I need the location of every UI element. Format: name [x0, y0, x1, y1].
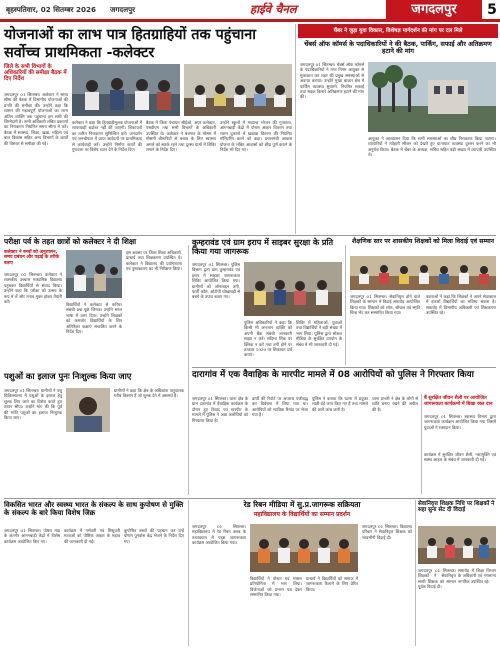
masthead-strip — [0, 0, 500, 22]
right-lower-column-1: जगदलपुर 01 सितम्बर। स्वास्थ्य विभाग द्वारा जागरूकता कार्यक्रम आयोजित किया गया जिसमें युवाओं ने रक्तदान किया। — [424, 414, 496, 430]
right-top-photo-building — [368, 62, 496, 132]
bottom-right-column-1: जगदलपुर 01 सितम्बर। शिक्षकों ने सेवानिवृत्त साथी शिक्षक को सम्मान पूर्वक विदाई दी। — [418, 568, 456, 590]
bottom-center-column-4: जगदलपुर 01 सितम्बर। विद्यालय परिवार ने सेवानिवृत्त शिक्षक को भावभीनी विदाई दी। — [362, 524, 412, 540]
mid-center-column-1: जगदलपुर 01 सितम्बर। पुलिस विभाग द्वारा ग्राम कुम्हरावंड एवं इराप में साइबर जागरूकता शिविर आयोजित किया गया। ग्रामीणों को ऑनलाइन ठगी, फर्जी कॉल, ओटीपी धोखाधड़ी से बचने के उपाय बताए गए। — [192, 262, 240, 300]
issue-date: बृहस्पतिवार, 02 सितम्बर 2026 — [6, 5, 96, 14]
lead-column-4: उन्होंने स्कूलों में मध्यान्ह भोजन की गुणवत्ता, आंगनबाड़ी केंद्रों में पोषण आहार वितरण तथा राशन दुकानों में खाद्यान्न वितरण की नियमित मॉनिटरिंग करने को कहा। प्रधानमंत्री आवास योजना के लंबित आवासों को शीघ्र पूर्ण कराने के निर्देश भी दिए गए। — [220, 120, 292, 153]
mid-left-lower-headline: पशुओं का इलाज पुनः निःशुल्क किया जाए — [4, 371, 132, 381]
bottom-center-photo-students — [250, 524, 358, 572]
page-section-name: जगदलपुर — [386, 0, 482, 20]
page-number: 5 — [487, 2, 497, 18]
mid-right-headline: शैक्षणिक स्तर पर शासकीय शिक्षकों को मिला विदाई एवं सम्मान — [352, 238, 494, 245]
bottom-center-column-1: जगदलपुर 01 सितम्बर। महाविद्यालय में रेड रिबन क्लब के तत्वावधान में एड्स जागरूकता कार्यक्रम आयोजित किया गया। — [192, 524, 246, 546]
bottom-left-column-1: जगदलपुर 01 सितम्बर। पोषण माह के अंतर्गत आंगनबाड़ी केंद्रों में विशेष कार्यक्रम आयोजित किए गए। — [4, 528, 60, 544]
bottom-left-column-2: कार्यक्रम में गर्भवती एवं शिशुवती माताओं को पौष्टिक आहार के महत्व की जानकारी दी गई। — [64, 528, 120, 544]
bottom-right-column-2: समारोह में शिक्षा विभाग के अधिकारी एवं गणमान्य नागरिक उपस्थित रहे। — [458, 568, 496, 584]
arrest-headline: दारागांव में एक वैवाहिक के मारपीट मामले में 08 आरोपियों को पुलिस ने गिरफ्तार किया — [192, 370, 474, 380]
right-top-banner: चैंबर ने जुड़ा युवा विकास, विशेषज्ञ मार्गदर्शन की मांग पर दल मिले — [298, 24, 498, 38]
lead-photo-meeting — [184, 64, 292, 116]
mid-left-subhead: कलेक्टर ने बच्चों को अनुशासन, समय प्रबंधन और पढ़ाई के तरीके बताए — [4, 250, 60, 266]
right-lower-headline: बैं सुरक्षित जीवन शैली पर आयोजित जागरूकता कार्यक्रमों में बिखा रक्त दान — [424, 396, 493, 407]
mid-left-column-3: इस अवसर पर जिला शिक्षा अधिकारी, प्राचार्य तथा शिक्षकगण उपस्थित थे। कलेक्टर ने विद्यालय की प्रयोगशाला एवं पुस्तकालय का भी निरीक्षण किया। — [126, 250, 182, 272]
right-top-column-1: जगदलपुर 01 सितम्बर। चेंबर्स ऑफ कॉमर्स के पदाधिकारियों ने नगर निगम आयुक्त से मुलाकात कर शहर की प्रमुख समस्याओं से अवगत कराया। उन्होंने मुख्य बाजार क्षेत्र में पार्किंग व्यवस्था सुधारने, नियमित सफाई तथा सड़क किनारे अतिक्रमण हटाने की मांग की। — [300, 62, 364, 100]
arrest-column-1: जगदलपुर 01 सितम्बर। थाना क्षेत्र के ग्राम दारागांव में वैवाहिक कार्यक्रम के दौरान हुए विवाद एवं मारपीट के मामले में पुलिस ने आठ आरोपियों को गिरफ्तार किया है। — [192, 396, 248, 423]
mid-left-column-2: विद्यार्थियों ने कलेक्टर से करियर संबंधी प्रश्न पूछे जिनका उन्होंने सरल भाषा में उत्तर दिया। उन्होंने शिक्षकों को कमजोर विद्यार्थियों के लिए अतिरिक्त कक्षाएं संचालित करने के निर्देश दिए। — [66, 302, 122, 335]
mid-left-photo-students — [66, 250, 122, 298]
bottom-center-column-2: विद्यार्थियों ने पोस्टर एवं भाषण प्रतियोगिता में भाग लिया। विजेताओं को प्रमाण पत्र देकर सम्मानित किया गया। — [250, 576, 302, 598]
right-top-headline: चेंबर्स ऑफ कॉमर्स के पदाधिकारियों ने की बैठक, पार्किंग, सफाई और अतिक्रमण हटाने की मांग — [304, 40, 492, 56]
mid-left-photo-portrait — [66, 388, 110, 432]
bottom-center-headline: रेड रिबन मीडिया में सु.प्र.जागरूक सक्रियता — [243, 500, 361, 509]
mid-center-column-3: शिविर में महिलाओं, युवाओं तथा विद्यार्थियों ने बड़ी संख्या में भाग लिया। पुलिस द्वारा सोशल मीडिया के सुरक्षित उपयोग के संबंध में भी जानकारी दी गई। — [296, 320, 342, 347]
mid-left-lower-column-1: जगदलपुर 01 सितम्बर। ग्रामीणों ने पशु चिकित्सालय में पशुओं के इलाज हेतु शुल्क लिए जाने का विरोध करते हुए ज्ञापन सौंपा। उन्होंने मांग की कि पूर्व की भांति पशुओं का इलाज निःशुल्क किया जाए। — [4, 388, 62, 421]
mid-center-column-2: पुलिस अधिकारियों ने कहा कि किसी भी अनजान व्यक्ति को अपनी बैंक संबंधी जानकारी साझा न करें। संदिग्ध लिंक पर क्लिक न करें तथा ठगी होने पर तत्काल 1930 पर शिकायत दर्ज कराएं। — [244, 320, 292, 358]
bottom-left-column-3: कुपोषित बच्चों की पहचान कर उन्हें पोषण पुनर्वास केंद्र भेजने के निर्देश दिए गए। — [124, 528, 184, 544]
mid-right-photo-ceremony — [350, 256, 496, 290]
lead-column-3: बैठक में जिला पंचायत सीईओ, अपर कलेक्टर, एसडीएम तथा सभी विभागों के अधिकारी उपस्थित थे। कलेक्टर ने बरसात के मौसम में मौसमी बीमारियों से बचाव के लिए स्वास्थ्य अमले को सतर्क रहने तथा दूरस्थ ग्रामों में शिविर लगाने के निर्देश दिए। — [146, 120, 216, 153]
bottom-right-photo-farewell — [418, 526, 496, 564]
right-top-column-2: आयुक्त ने आश्वासन दिया कि सभी समस्याओं का शीघ्र निराकरण किया जाएगा। व्यापारियों ने त्योहारी सीजन को देखते हुए यातायात व्यवस्था दुरुस्त करने का भी अनुरोध किया। बैठक में चेंबर के अध्यक्ष, सचिव सहित बड़ी संख्या में व्यापारी उपस्थित थे। — [368, 136, 496, 158]
arrest-column-3: पुलिस ने बताया कि घटना में प्रयुक्त लाठी-डंडे जप्त किए गए हैं तथा मामले की आगे जांच जारी है। — [312, 396, 368, 412]
bottom-center-subhead: महाविद्यालय के विद्यार्थियों का सम्मान प्रदर्शन — [253, 511, 351, 518]
right-lower-column-2: कार्यक्रम में सुरक्षित जीवन शैली, नशामुक्ति एवं स्वस्थ आहार के संबंध में जानकारी दी गई। — [424, 452, 496, 463]
bottom-right-headline: सेवानिवृत्त शिक्षक निधि पर शिक्षकों ने सहा सुना सेट दी विदाई — [418, 501, 495, 514]
brand-logo: हाईवे चैनल — [250, 2, 297, 16]
lead-sidebar-text: जगदलपुर 01 सितम्बर। कलेक्टर ने समय सीमा की बैठक में विभागीय योजनाओं की प्रगति की समीक्षा की। उन्होंने कहा कि शासन की महत्वपूर्ण योजनाओं का लाभ अंतिम व्यक्ति तक पहुंचाना हम सभी की जिम्मेदारी है। सभी अधिकारी लंबित प्रकरणों का निराकरण निर्धारित समय सीमा में करें। बैठक में स्वास्थ्य, शिक्षा, खाद्य, महिला एवं बाल विकास सहित अन्य विभागों के कार्यों की विस्तार से समीक्षा की गई। — [4, 92, 68, 146]
mid-right-column-2: वक्ताओं ने कहा कि शिक्षकों ने अपने सेवाकाल में हजारों विद्यार्थियों का भविष्य संवारा है। समारोह में विभागीय अधिकारी एवं शिक्षकगण उपस्थित रहे। — [426, 294, 496, 316]
lead-photo-officials — [72, 64, 180, 116]
mid-right-column-1: जगदलपुर 01 सितम्बर। सेवानिवृत्त होने वाले शिक्षकों के सम्मान में विदाई समारोह आयोजित किया गया। शिक्षकों को शॉल, श्रीफल एवं स्मृति चिन्ह भेंट कर सम्मानित किया गया। — [350, 294, 420, 316]
arrest-column-2: प्रार्थी की रिपोर्ट पर अपराध पंजीबद्ध कर विवेचना में लिया गया था। आरोपियों को न्यायिक रिमांड पर भेजा गया है। — [252, 396, 308, 418]
mid-left-lower-column-2: ग्रामीणों ने कहा कि क्षेत्र के अधिकांश पशुपालक गरीब किसान हैं जो शुल्क देने में असमर्थ हैं। — [114, 388, 184, 399]
mid-center-photo-camp — [244, 262, 342, 316]
lead-sidebar-headline: जिले के सभी विभागों के अधिकारियों की समीक्षा बैठक में दिए निर्देश — [4, 64, 67, 83]
mid-left-headline: परीक्षा पर्व के तहत छात्रों को कलेक्टर ने दी शिक्षा — [4, 237, 137, 246]
lead-column-2: कलेक्टर ने कहा कि हितग्राहीमूलक योजनाओं में लापरवाही बर्दाश्त नहीं की जाएगी। शिकायतों का त्वरित निराकरण सुनिश्चित करें। जनदर्शन एवं जनचौपाल में प्राप्त आवेदनों पर प्राथमिकता से कार्यवाही करें। उन्होंने निर्माण कार्यों की गुणवत्ता पर विशेष ध्यान देने के निर्देश दिए। — [72, 120, 142, 153]
mid-center-headline: कुम्हरावंड एवं ग्राम इराप में साइबर सुरक्षा के प्रति किया गया जागरूक — [192, 238, 334, 257]
bottom-left-headline: विकसित भारत और स्वस्थ्य भारत के संकल्प के साथ कुपोषण से मुक्ति के संकल्प के बारे किया विशेष जिक्र — [4, 501, 184, 518]
mid-left-column-1: जगदलपुर 01 सितम्बर। कलेक्टर ने शासकीय उच्चतर माध्यमिक विद्यालय पहुंचकर विद्यार्थियों से संवाद किया। उन्होंने कहा कि परीक्षा को उत्सव के रूप में लें और तनाव मुक्त होकर तैयारी करें। — [4, 272, 62, 305]
bottom-center-column-3: प्राचार्य ने विद्यार्थियों को समाज में जागरूकता फैलाने के लिए प्रेरित किया। — [306, 576, 358, 592]
lead-headline: योजनाओं का लाभ पात्र हितग्राहियों तक पहुंचाना सर्वोच्च प्राथमिकता -कलेक्टर — [4, 27, 256, 61]
edition-city: जगदलपुर — [110, 5, 136, 14]
arrest-column-4: थाना प्रभारी ने क्षेत्र के लोगों से शांति बनाए रखने की अपील की है। — [372, 396, 418, 412]
